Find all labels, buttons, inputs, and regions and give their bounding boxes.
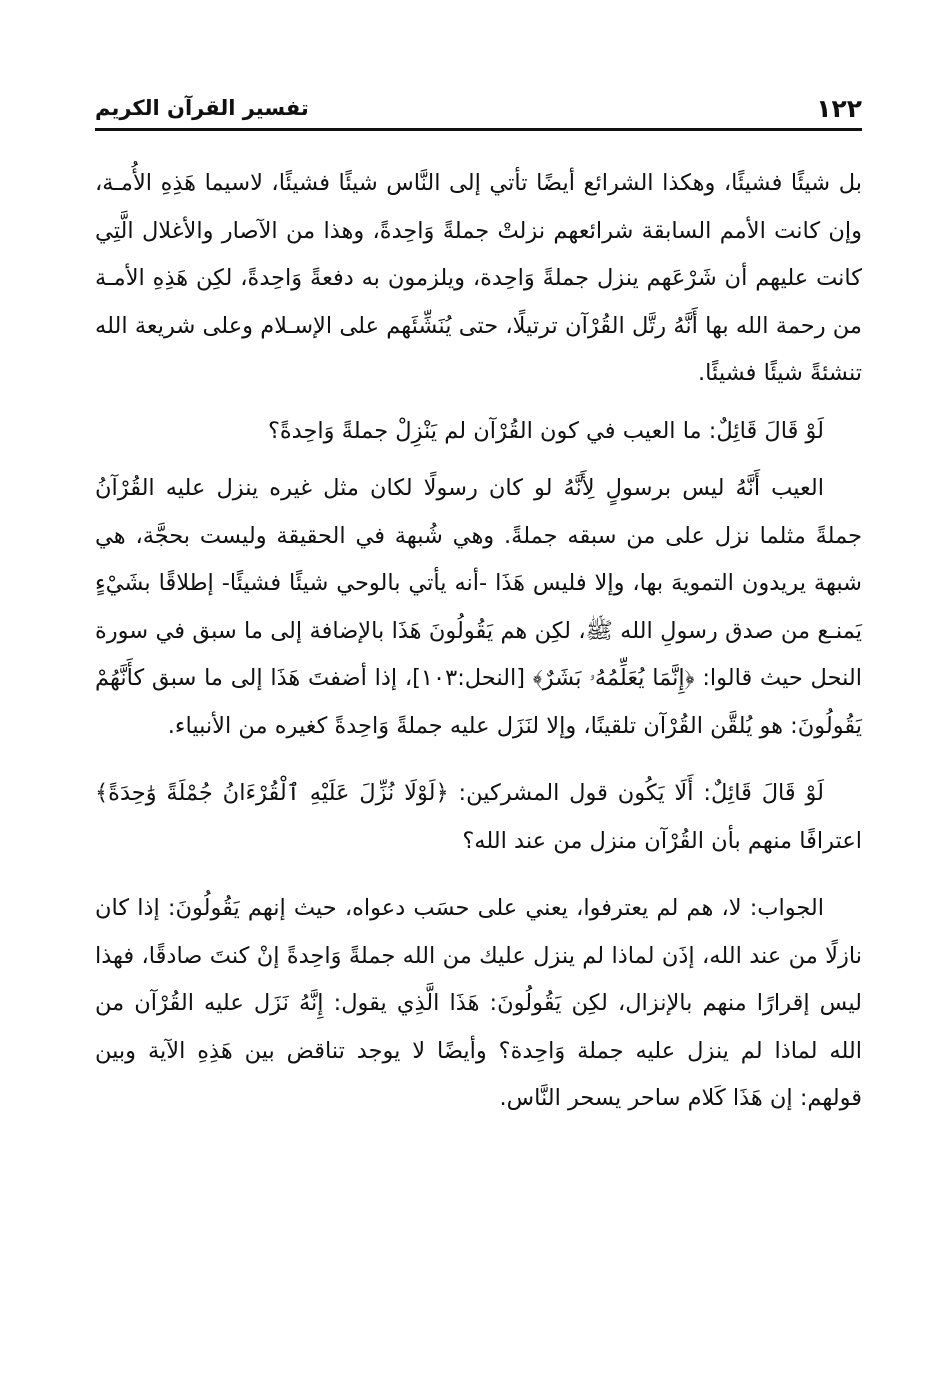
paragraph-intro: بل شيئًا فشيئًا، وهكذا الشرائع أيضًا تأتي إلى النَّاس شيئًا فشيئًا، لاسيما هَذِهِ الأُمـة، وإن كانت الأمم السابقة شرائعهم نزلتْ جملةً وَاحِدةً، وهذا من الآصار والأغلال الَّتِي كانت عليهم أن شَرْعَهم ينزل جملةً وَاحِدة، ويلزمون به دفعةً وَاحِدةً، لكِن هَذِهِ الأمـة من رحمة الله بها أَنَّهُ رتَّل القُرْآن ترتيلًا، حتى يُنَشِّئَهم على الإسـلام وعلى شريعة الله تنشئةً شيئًا فشيئًا. [95, 170, 862, 386]
question-1: لَوْ قَالَ قَائِلٌ: ما العيب في كون القُرْآن لم يَنْزِلْ جملةً وَاحِدةً؟ [267, 417, 824, 444]
page-number: ١٢٢ [816, 94, 862, 123]
body-text [95, 160, 862, 1123]
answer-2: الجواب: لا، هم لم يعترفوا، يعني على حسَب دعواه، حيث إنهم يَقُولُونَ: إذا كان نازلًا من عند الله، إذَن لماذا لم ينزل عليك من الله جملةً وَاحِدةً إنْ كنتَ صادقًا، فهذا ليس إقرارًا منهم بالإنزال، لكِن يَقُولُونَ: هَذَا الَّذِي يقول: إِنَّهُ نَزَل عليه القُرْآن من الله لماذا لم ينزل عليه جملة وَاحِدة؟ وأيضًا لا يوجد تناقض بين هَذِهِ الآية وبين قولهم: إن هَذَا كَلام ساحر يسحر النَّاس. [95, 895, 862, 1111]
page-header [95, 92, 862, 131]
question-2: لَوْ قَالَ قَائِلٌ: أَلَا يَكُون قول المشركين: ﴿لَوْلَا نُزِّلَ عَلَيْهِ ٱلْقُرْءَانُ جُمْلَةً وَٰحِدَةً﴾ اعترافًا منهم بأن القُرْآن منزل من عند الله؟ [95, 780, 862, 854]
book-title: تفسير القرآن الكريم [95, 96, 309, 120]
answer-1: العيب أَنَّهُ ليس برسولٍ لِأَنَّهُ لو كان رسولًا لكان مثل غيره ينزل عليه القُرْآنُ جملةً مثلما نزل على من سبقه جملةً. وهي شُبهة في الحقيقة وليست بحجَّة، هي شبهة يريدون التمويهَ بها، وإلا فليس هَذَا -أنه يأتي بالوحي شيئًا فشيئًا- إطلاقًا بشَيْءٍ يَمنـع من صدق رسولِ الله ﷺ، لكِن هم يَقُولُونَ هَذَا بالإضافة إلى ما سبق في سورة النحل حيث قالوا: ﴿إِنَّمَا يُعَلِّمُهُۥ بَشَرٌ﴾ [النحل:١٠٣]، إذا أضفتَ هَذَا إلى ما سبق كأَنَّهُمْ يَقُولُونَ: هو يُلقَّن القُرْآن تلقينًا، وإلا لنَزَل عليه جملةً وَاحِدةً كغيره من الأنبياء. [95, 475, 862, 739]
